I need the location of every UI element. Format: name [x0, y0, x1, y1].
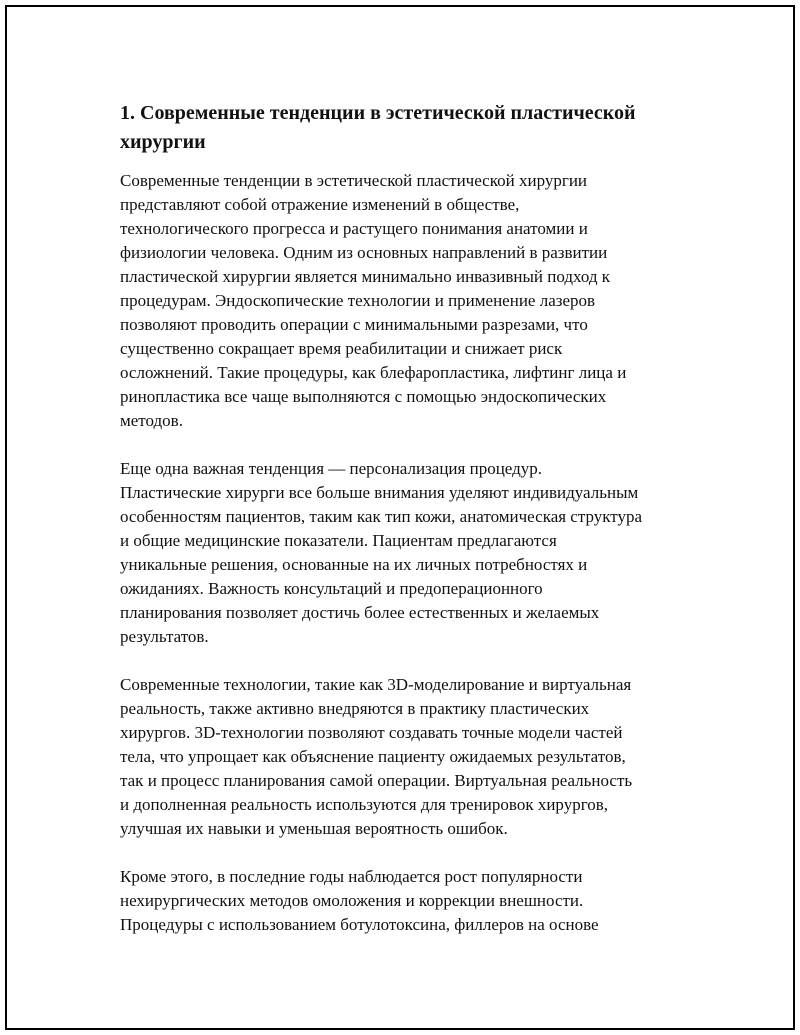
text-line: особенностям пациентов, таким как тип кожи, анатомическая структура: [120, 507, 643, 526]
section-heading: 1. Современные тенденции в эстетической пластической хирургии: [120, 102, 636, 153]
text-line: позволяют проводить операции с минимальными разрезами, что: [120, 315, 588, 334]
text-line: Современные тенденции в эстетической пластической хирургии: [120, 171, 588, 190]
paragraph-3: [120, 673, 700, 841]
text-line: осложнений. Такие процедуры, как блефаропластика, лифтинг лица и: [120, 363, 627, 382]
text-line: Пластические хирурги все больше внимания уделяют индивидуальным: [120, 483, 639, 502]
text-line: ринопластика все чаще выполняются с помощью эндоскопических: [120, 387, 607, 406]
text-line: методов.: [120, 411, 183, 430]
text-line: планирования позволяет достичь более естественных и желаемых: [120, 603, 600, 622]
document-body: [120, 99, 700, 961]
text-line: так и процесс планирования самой операции. Виртуальная реальность: [120, 771, 633, 790]
paragraph-2: [120, 457, 700, 649]
text-line: процедурам. Эндоскопические технологии и применение лазеров: [120, 291, 596, 310]
paragraph-4: [120, 865, 700, 937]
text-line: Современные технологии, такие как 3D-моделирование и виртуальная: [120, 675, 632, 694]
text-line: нехирургических методов омоложения и коррекции внешности.: [120, 891, 584, 910]
text-line: Кроме этого, в последние годы наблюдается рост популярности: [120, 867, 583, 886]
text-line: реальность, также активно внедряются в практику пластических: [120, 699, 590, 718]
text-line: Процедуры с использованием ботулотоксина, филлеров на основе: [120, 915, 599, 934]
text-line: тела, что упрощает как объяснение пациенту ожидаемых результатов,: [120, 747, 626, 766]
text-line: ожиданиях. Важность консультаций и предоперационного: [120, 579, 543, 598]
text-line: Еще одна важная тенденция — персонализация процедур.: [120, 459, 543, 478]
paragraph-1: [120, 169, 700, 433]
text-line: существенно сокращает время реабилитации и снижает риск: [120, 339, 563, 358]
text-line: и общие медицинские показатели. Пациентам предлагаются: [120, 531, 557, 550]
text-line: улучшая их навыки и уменьшая вероятность ошибок.: [120, 819, 508, 838]
text-line: технологического прогресса и растущего понимания анатомии и: [120, 219, 588, 238]
text-line: уникальные решения, основанные на их личных потребностях и: [120, 555, 588, 574]
text-line: представляют собой отражение изменений в обществе,: [120, 195, 520, 214]
text-line: результатов.: [120, 627, 209, 646]
text-line: хирургов. 3D-технологии позволяют создавать точные модели частей: [120, 723, 623, 742]
text-line: и дополненная реальность используются для тренировок хирургов,: [120, 795, 609, 814]
text-line: пластической хирургии является минимально инвазивный подход к: [120, 267, 611, 286]
text-line: физиологии человека. Одним из основных направлений в развитии: [120, 243, 608, 262]
page-frame: [5, 5, 795, 1030]
